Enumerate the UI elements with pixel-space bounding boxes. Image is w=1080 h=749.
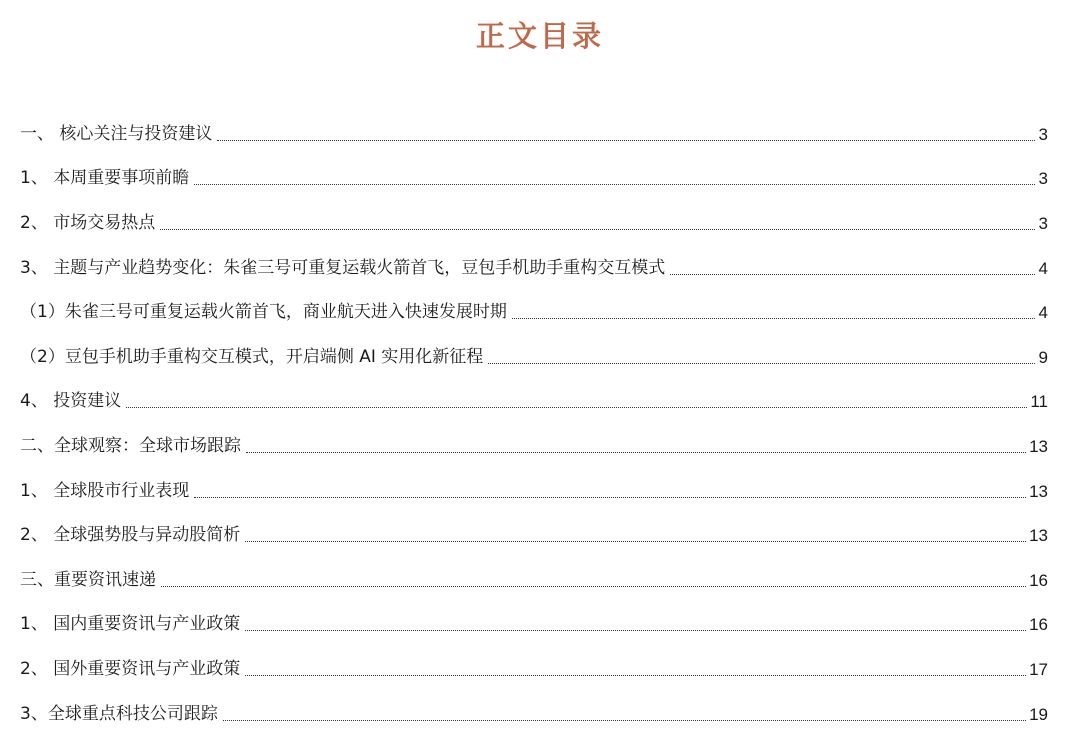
toc-entry-label: 三、重要资讯速递	[20, 569, 156, 590]
toc-leader-dots	[670, 274, 1035, 275]
toc-entry[interactable]	[20, 246, 1048, 291]
toc-leader-dots	[246, 452, 1026, 453]
toc-entry-page: 17	[1029, 659, 1048, 679]
toc-entry-label: 2、 市场交易热点	[20, 212, 156, 233]
toc-leader-dots	[160, 229, 1035, 230]
table-of-contents	[20, 112, 1048, 736]
toc-entry[interactable]	[20, 692, 1048, 737]
toc-leader-dots	[245, 541, 1026, 542]
toc-entry-page: 13	[1029, 526, 1048, 546]
toc-entry-page: 4	[1038, 258, 1048, 278]
toc-entry[interactable]	[20, 558, 1048, 603]
toc-entry-page: 3	[1038, 169, 1048, 189]
toc-entry-page: 16	[1029, 615, 1048, 635]
toc-entry[interactable]	[20, 112, 1048, 157]
toc-leader-dots	[512, 318, 1035, 319]
page-title: 正文目录	[475, 19, 604, 53]
toc-entry[interactable]	[20, 424, 1048, 469]
toc-leader-dots	[194, 497, 1026, 498]
toc-entry-page: 3	[1038, 124, 1048, 144]
toc-entry[interactable]	[20, 469, 1048, 514]
toc-entry-label: 一、 核心关注与投资建议	[20, 123, 213, 144]
toc-leader-dots	[488, 363, 1035, 364]
toc-entry[interactable]	[20, 647, 1048, 692]
toc-entry-page: 13	[1029, 436, 1048, 456]
toc-entry[interactable]	[20, 335, 1048, 380]
toc-entry-label: 1、 全球股市行业表现	[20, 480, 190, 501]
toc-entry-page: 19	[1029, 704, 1048, 724]
toc-entry-page: 9	[1038, 347, 1048, 367]
toc-entry-page: 13	[1029, 481, 1048, 501]
toc-leader-dots	[223, 720, 1026, 721]
toc-entry-label: 1、 本周重要事项前瞻	[20, 168, 190, 189]
toc-entry[interactable]	[20, 201, 1048, 246]
toc-leader-dots	[217, 140, 1035, 141]
toc-leader-dots	[126, 407, 1027, 408]
toc-entry-label: 2、 全球强势股与异动股简析	[20, 525, 241, 546]
toc-entry-label: 4、 投资建议	[20, 391, 122, 412]
toc-leader-dots	[194, 184, 1035, 185]
toc-entry-label: （1）朱雀三号可重复运载火箭首飞，商业航天进入快速发展时期	[20, 302, 507, 323]
toc-entry-label: 2、 国外重要资讯与产业政策	[20, 658, 241, 679]
toc-entry-page: 4	[1038, 303, 1048, 323]
toc-leader-dots	[245, 675, 1026, 676]
toc-leader-dots	[245, 630, 1026, 631]
toc-entry-page: 3	[1038, 213, 1048, 233]
toc-entry[interactable]	[20, 290, 1048, 335]
toc-entry-label: 二、全球观察：全球市场跟踪	[20, 435, 241, 456]
toc-entry[interactable]	[20, 157, 1048, 202]
toc-entry-label: （2）豆包手机助手重构交互模式，开启端侧 AI 实用化新征程	[20, 346, 484, 367]
toc-entry-page: 16	[1029, 570, 1048, 590]
toc-entry-label: 3、全球重点科技公司跟踪	[20, 703, 218, 724]
toc-entry[interactable]	[20, 603, 1048, 648]
toc-entry[interactable]	[20, 513, 1048, 558]
toc-entry-page: 11	[1030, 392, 1048, 412]
toc-leader-dots	[161, 586, 1026, 587]
toc-entry-label: 1、 国内重要资讯与产业政策	[20, 614, 241, 635]
toc-entry-label: 3、 主题与产业趋势变化：朱雀三号可重复运载火箭首飞，豆包手机助手重构交互模式	[20, 257, 666, 278]
toc-entry[interactable]	[20, 380, 1048, 425]
